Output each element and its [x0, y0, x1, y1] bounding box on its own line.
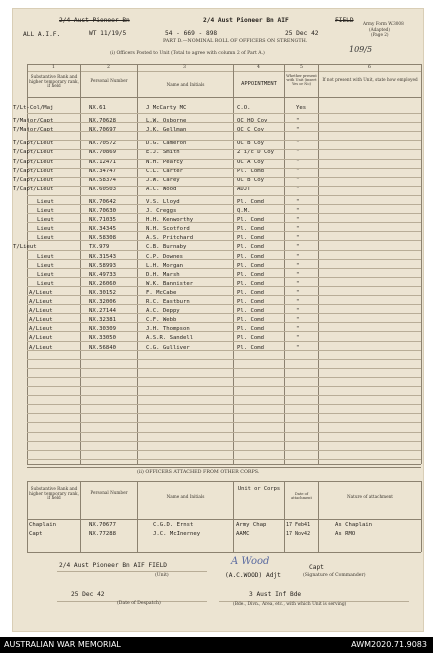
ruled-line — [27, 441, 421, 442]
row-name: J.H. Thompson — [146, 326, 190, 333]
ruled-line — [27, 159, 421, 160]
att-row-date: 17 Feb41 — [286, 522, 311, 528]
row-name: L.W. Osborne — [146, 118, 187, 125]
row-rank: T/Capt/Lieut — [13, 149, 54, 156]
row-number: NX.71035 — [89, 217, 116, 224]
row-name: C.G. Gulliver — [146, 344, 190, 351]
row-present: " — [296, 253, 300, 260]
row-name: V.S. Lloyd — [146, 198, 180, 205]
row-present: " — [296, 280, 300, 287]
ruled-line — [27, 222, 421, 223]
formation-caption: (Bde., Divn., Area, etc., with which Unit is serving) — [233, 602, 347, 607]
row-appointment: C.O. — [237, 105, 251, 111]
row-number: NX.31543 — [89, 253, 116, 260]
ruled-line — [27, 295, 421, 296]
att-row-name: J.C. McInerney — [153, 531, 201, 537]
row-number: NX.33050 — [89, 335, 116, 342]
row-rank: T/Capt/Lieut — [13, 167, 54, 174]
ruled-line — [27, 140, 421, 141]
row-rank: T/Lt-Col/Maj — [13, 105, 54, 111]
ruled-line — [27, 259, 421, 260]
adapted-label: (Adapted) — [369, 27, 390, 32]
row-appointment: OC B Coy — [237, 140, 264, 147]
col-number-3: 3 — [183, 65, 186, 70]
row-rank: Lieut — [37, 271, 54, 278]
army-form-label: Army Form W.3008 — [363, 21, 404, 26]
row-appointment: Pl. Comd — [237, 226, 264, 233]
ruled-line — [27, 368, 421, 369]
att-header-name: Name and Initials — [166, 494, 205, 499]
ruled-line — [27, 277, 421, 278]
row-present: " — [296, 158, 300, 165]
ruled-line — [27, 122, 421, 123]
row-present: " — [296, 140, 300, 147]
row-appointment: Pl. Comd — [237, 253, 264, 260]
row-name: A.C. Deppy — [146, 308, 180, 315]
row-appointment: Pl. Comd — [237, 244, 264, 251]
row-number: NX.70630 — [89, 208, 116, 214]
row-number: NX.32006 — [89, 299, 116, 305]
row-rank: Lieut — [37, 280, 54, 287]
row-rank: A/Lieut — [29, 344, 53, 351]
att-row-name: C.G.D. Ernst — [153, 522, 194, 528]
row-present: Yes — [296, 105, 307, 111]
row-appointment: Pl. Comd — [237, 198, 264, 205]
row-rank: A/Lieut — [29, 335, 53, 342]
all-aif-label: ALL A.I.F. — [23, 31, 61, 38]
ruled-line — [27, 331, 421, 332]
top-left-struck-unit: 2/4 Aust Pioneer Bn — [59, 17, 130, 24]
ruled-line — [27, 168, 421, 169]
row-number: NX.58308 — [89, 235, 116, 242]
row-present: " — [296, 167, 300, 174]
row-present: " — [296, 198, 300, 205]
row-name: A.S.R. Sandell — [146, 335, 194, 342]
roll-date: 25 Dec 42 — [285, 30, 319, 37]
row-number: NX.56840 — [89, 344, 116, 351]
row-rank: A/Lieut — [29, 308, 53, 315]
formation-value: 3 Aust Inf Bde — [249, 591, 302, 598]
row-appointment: Pl. Comd — [237, 235, 264, 242]
col-header-employment: If not present with Unit, state how employed — [322, 77, 418, 82]
row-name: C.P. Downes — [146, 253, 184, 260]
ruled-line — [27, 341, 421, 342]
row-name: N.H. Pearcy — [146, 158, 184, 165]
archive-name: AUSTRALIAN WAR MEMORIAL — [4, 640, 121, 649]
att-row-nature: As Chaplain — [335, 522, 373, 528]
signer-caption: (Signature of Commander) — [303, 573, 366, 578]
row-present: " — [296, 308, 300, 315]
row-appointment: Pl. Comd — [237, 299, 264, 305]
ruled-line — [27, 250, 421, 251]
despatch-caption: (Date of Despatch) — [117, 601, 161, 606]
row-appointment: OC B Coy — [237, 176, 264, 183]
row-present: " — [296, 208, 300, 214]
row-present: " — [296, 235, 300, 242]
row-appointment: Pl. Comd — [237, 335, 264, 342]
att-header-date: Date of attachment — [291, 492, 312, 500]
row-appointment: Pl. Comd — [237, 280, 264, 287]
row-rank: Lieut — [37, 253, 54, 260]
ruled-line — [27, 268, 421, 269]
row-rank: A/Lieut — [29, 317, 53, 324]
row-number: NX.30152 — [89, 289, 116, 296]
att-header-nature: Nature of attachment — [347, 494, 393, 499]
row-present: " — [296, 118, 300, 125]
row-appointment: Pl. Comd — [237, 289, 264, 296]
row-name: R.C. Eastburn — [146, 299, 190, 305]
ruled-line — [27, 286, 421, 287]
document-page — [12, 8, 424, 632]
row-number: NX.70642 — [89, 198, 116, 205]
unit-value: 2/4 Aust Pioneer Bn AIF FIELD — [59, 562, 168, 569]
row-name: J.W. Carey — [146, 176, 180, 183]
row-name: C.B. Burnaby — [146, 244, 187, 251]
row-number: NX.34345 — [89, 226, 116, 233]
row-appointment: Pl. Comd — [237, 308, 264, 315]
att-header-rank: Substantive Rank and higher temporary rank, if held — [29, 486, 79, 501]
row-appointment: Q.M. — [237, 208, 251, 214]
page-label: (Page 2) — [371, 32, 389, 37]
ruled-line — [27, 432, 421, 433]
row-number: NX.70697 — [89, 127, 116, 134]
row-present: " — [296, 271, 300, 278]
row-rank: T/Major/Capt — [13, 118, 54, 125]
ruled-line — [27, 177, 421, 178]
archive-reference: AWM2020.71.9083 — [351, 640, 427, 649]
row-rank: T/Major/Capt — [13, 127, 54, 134]
ruled-line — [27, 204, 421, 205]
col-number-6: 6 — [368, 65, 371, 70]
row-rank: T/Lieut — [13, 244, 37, 251]
row-name: E.J. Smith — [146, 149, 180, 156]
row-appointment: OC C Coy — [237, 127, 264, 134]
ruled-line — [27, 195, 421, 196]
ruled-line — [27, 422, 421, 423]
row-number: NX.70572 — [89, 140, 116, 147]
ruled-line — [27, 395, 421, 396]
unit-field-struck: FIELD — [335, 17, 354, 24]
ruled-line — [27, 213, 421, 214]
col-header-present: Whether present with Unit (insert Yes or No) — [286, 74, 317, 86]
row-present: " — [296, 127, 300, 134]
ruled-line — [27, 231, 421, 232]
row-rank: Lieut — [37, 235, 54, 242]
row-present: " — [296, 262, 300, 269]
row-name: C.F. Webb — [146, 317, 177, 324]
row-present: " — [296, 217, 300, 224]
att-row-rank: Capt — [29, 531, 43, 537]
row-number: NX.60503 — [89, 185, 116, 192]
unit-caption: (Unit) — [155, 573, 169, 578]
row-name: A.S. Pritchard — [146, 235, 194, 242]
row-present: " — [296, 185, 300, 192]
att-row-date: 17 Nov42 — [286, 531, 311, 537]
row-appointment: Pl. Comd — [237, 271, 264, 278]
att-header-unit: Unit or Corps — [237, 486, 281, 492]
archive-footer — [0, 637, 433, 653]
section-i-title: (i) Officers Posted to Unit (Total to agree with column 2 of Part A.) — [110, 51, 265, 56]
commander-signature: A Wood — [231, 556, 270, 567]
reference-numbers: 54 - 669 - 898 — [165, 30, 218, 37]
ruled-line — [27, 404, 421, 405]
att-row-unit: AAMC — [236, 531, 250, 537]
row-number: NX.30309 — [89, 326, 116, 333]
col-header-appointment: APPOINTMENT — [241, 81, 277, 87]
row-rank: A/Lieut — [29, 299, 53, 305]
att-row-number: NX.70677 — [89, 522, 116, 528]
ruled-line — [27, 377, 421, 378]
row-appointment: Pl. Comd — [237, 317, 264, 324]
row-number: NX.32381 — [89, 317, 116, 324]
row-number: NX.70628 — [89, 118, 116, 125]
att-row-rank: Chaplain — [29, 522, 56, 528]
row-appointment: Pl. Comd — [237, 167, 264, 174]
row-present: " — [296, 299, 300, 305]
row-present: " — [296, 326, 300, 333]
row-number: TX.979 — [89, 244, 110, 251]
col-number-5: 5 — [300, 65, 303, 70]
row-number: NX.34747 — [89, 167, 116, 174]
row-name: J. Creggs — [146, 208, 177, 214]
row-rank: T/Capt/Lieut — [13, 176, 54, 183]
row-rank: T/Capt/Lieut — [13, 140, 54, 147]
ruled-line — [27, 413, 421, 414]
row-present: " — [296, 344, 300, 351]
row-appointment: Pl. Comd — [237, 262, 264, 269]
row-number: NX.58993 — [89, 262, 116, 269]
row-rank: T/Capt/Lieut — [13, 185, 54, 192]
ruled-line — [27, 113, 421, 114]
signer-name: (A.C.WOOD) Adjt — [225, 572, 281, 579]
ruled-line — [27, 304, 421, 305]
ruled-line — [27, 459, 421, 460]
row-rank: Lieut — [37, 198, 54, 205]
ruled-line — [27, 359, 421, 360]
section-ii-title: (ii) OFFICERS ATTACHED FROM OTHER CORPS. — [137, 470, 260, 475]
row-number: NX.70869 — [89, 149, 116, 156]
col-number-1: 1 — [52, 65, 55, 70]
row-rank: Lieut — [37, 262, 54, 269]
row-name: J McCarty MC — [146, 105, 187, 111]
att-row-unit: Army Chap — [236, 522, 267, 528]
row-name: A.C. Wood — [146, 185, 177, 192]
col-header-name: Name and Initials — [166, 82, 205, 87]
ruled-line — [27, 322, 421, 323]
ruled-line — [27, 149, 421, 150]
row-rank: T/Capt/Lieut — [13, 158, 54, 165]
col-header-number: Personal Number — [90, 78, 128, 83]
row-present: " — [296, 149, 300, 156]
row-present: " — [296, 244, 300, 251]
ruled-line — [27, 131, 421, 132]
ruled-line — [27, 240, 421, 241]
row-appointment: Pl. Comd — [237, 326, 264, 333]
row-number: NX.58374 — [89, 176, 116, 183]
row-rank: Lieut — [37, 217, 54, 224]
row-rank: Lieut — [37, 226, 54, 233]
row-appointment: ADJT — [237, 185, 251, 192]
ruled-line — [27, 350, 421, 351]
row-name: D.G. Cameron — [146, 140, 187, 147]
row-name: C.L. Carter — [146, 167, 184, 174]
ruled-line — [27, 386, 421, 387]
row-rank: Lieut — [37, 208, 54, 214]
ruled-line — [27, 313, 421, 314]
row-name: N.H. Scotford — [146, 226, 190, 233]
row-appointment: Pl. Comd — [237, 344, 264, 351]
att-header-number: Personal Number — [90, 490, 128, 495]
unit-line: 2/4 Aust Pioneer Bn AIF — [203, 17, 289, 24]
row-present: " — [296, 289, 300, 296]
part-title: PART D.—NOMINAL ROLL OF OFFICERS ON STRENGTH. — [163, 39, 308, 44]
row-name: H.H. Kenworthy — [146, 217, 194, 224]
att-row-nature: As RMO — [335, 531, 356, 537]
row-appointment: Pl. Comd — [237, 217, 264, 224]
col-header-rank: Substantive Rank and higher temporary rank, if held — [29, 74, 79, 89]
row-appointment: OC A Coy — [237, 158, 264, 165]
row-present: " — [296, 335, 300, 342]
capt-label: Capt — [309, 564, 324, 571]
col-number-2: 2 — [107, 65, 110, 70]
row-rank: A/Lieut — [29, 289, 53, 296]
row-number: NX.49733 — [89, 271, 116, 278]
row-number: NX.26060 — [89, 280, 116, 287]
handwritten-page-ref: 109/5 — [349, 45, 373, 54]
wt-reference: WT 11/19/5 — [89, 30, 127, 37]
row-name: F. McCabe — [146, 289, 177, 296]
row-name: L.H. Morgan — [146, 262, 184, 269]
ruled-line — [27, 186, 421, 187]
row-present: " — [296, 226, 300, 233]
row-name: J.K. Gellman — [146, 127, 187, 134]
row-number: NX.61 — [89, 105, 106, 111]
row-name: D.H. Marsh — [146, 271, 180, 278]
col-number-4: 4 — [257, 65, 260, 70]
ruled-line — [27, 450, 421, 451]
row-number: NX.12471 — [89, 158, 116, 165]
row-name: W.K. Bannister — [146, 280, 194, 287]
row-present: " — [296, 317, 300, 324]
att-row-number: NX.77288 — [89, 531, 116, 537]
row-rank: A/Lieut — [29, 326, 53, 333]
row-present: " — [296, 176, 300, 183]
row-appointment: 2 i/c D Coy — [237, 149, 275, 156]
row-appointment: OC HQ Coy — [237, 118, 268, 125]
row-number: NX.27144 — [89, 308, 116, 315]
despatch-date: 25 Dec 42 — [71, 591, 105, 598]
